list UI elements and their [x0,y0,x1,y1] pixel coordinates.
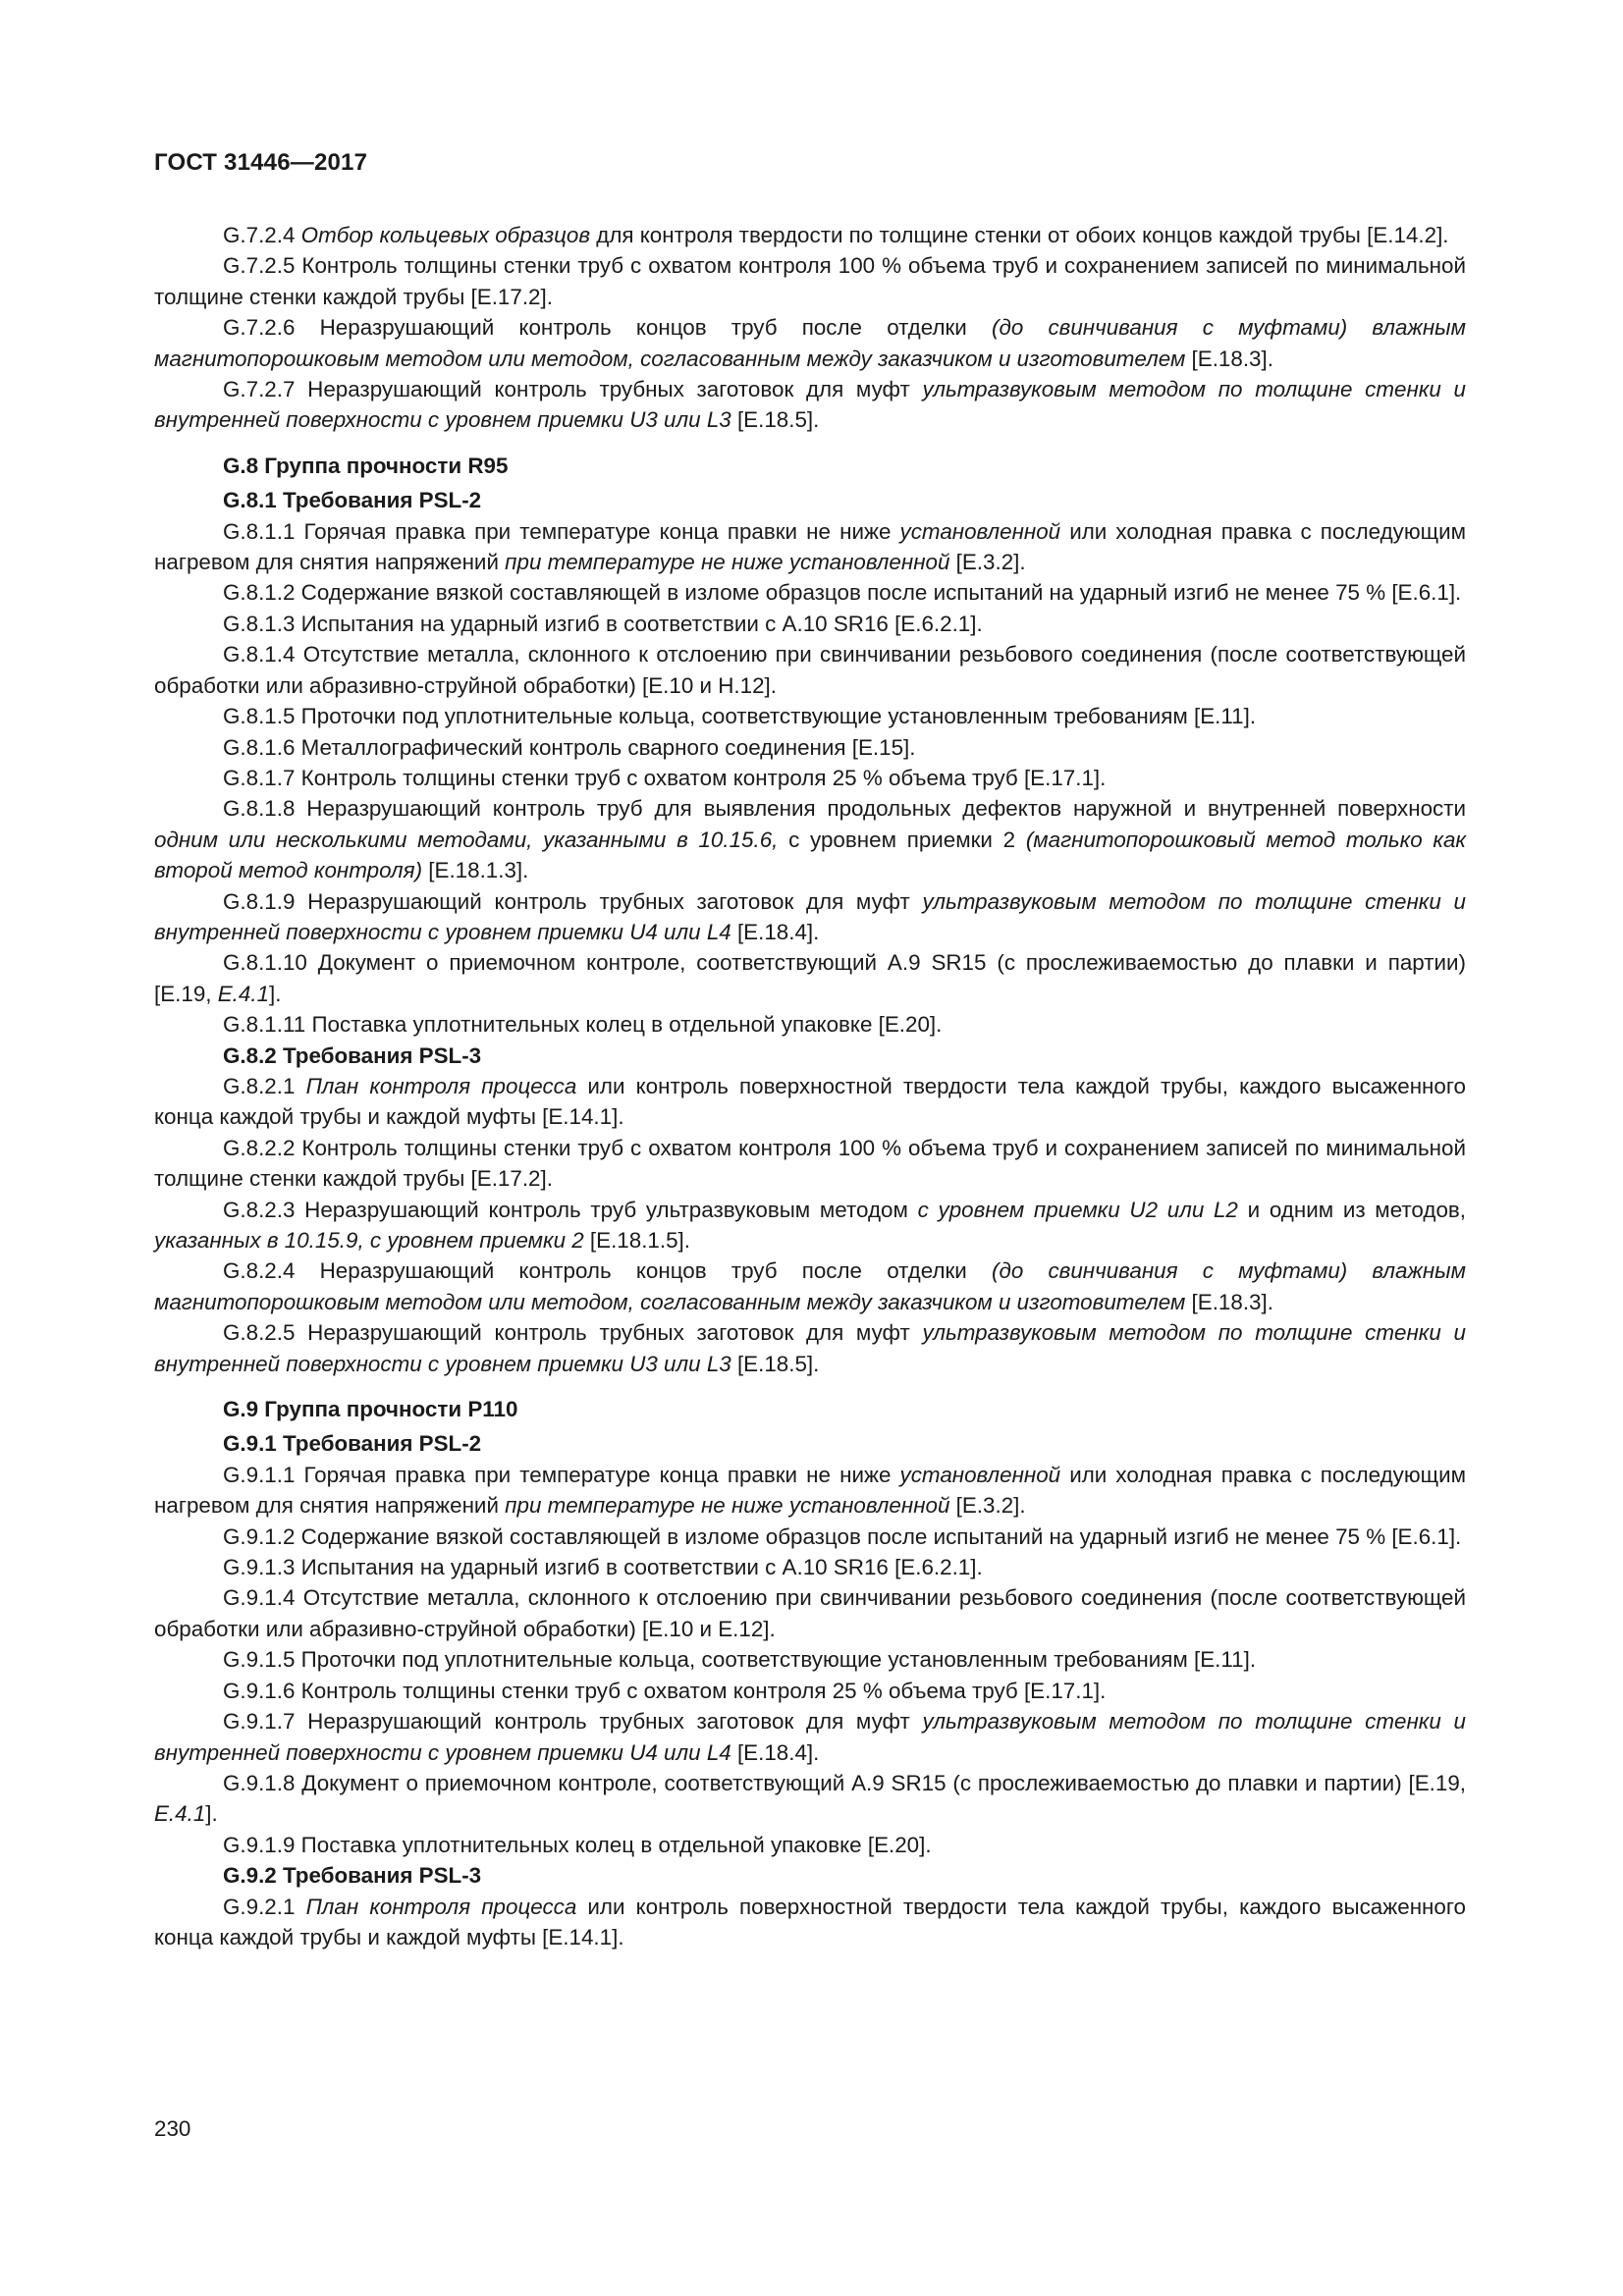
clause-paragraph [154,250,1466,312]
text-run: или контроль поверхностной твердости тела каждой трубы, каждого высаженного конца каждой трубы и каждой муфты [Е.14.1]. [154,1894,1467,1949]
text-run: G.8.1.8 Неразрушающий контроль труб для выявления продольных дефектов наружной и внутренней поверхности [223,796,1466,822]
clause-paragraph [154,1255,1466,1317]
text-run: G.8.2.4 Неразрушающий контроль концов труб после отделки [223,1258,992,1284]
clause-paragraph [154,947,1466,1009]
text-run: G.8.1.4 Отсутствие металла, склонного к отслоению при свинчивании резьбового соединения (после соответствующей обработки или абразивно-струйной обработки) [Е.10 и Н.12]. [154,642,1466,698]
document-body [154,220,1466,1952]
section-heading: G.8.2 Требования PSL-3 [223,1042,482,1068]
clause-paragraph [154,1582,1466,1644]
text-run: [Е.18.3]. [1185,346,1273,371]
clause-paragraph [154,1706,1466,1768]
italic-run: одним или несколькими методами, указанными в 10.15.6, [154,827,779,852]
text-run: G.7.2.4 [223,223,301,247]
text-run: G.9.1.3 Испытания на ударный изгиб в соответствии с А.10 SR16 [Е.6.2.1]. [223,1555,983,1580]
clause-paragraph [154,1552,1466,1582]
page-number: 230 [154,2116,191,2141]
clause-paragraph [154,1195,1466,1256]
clause-paragraph [154,1460,1466,1522]
text-run: G.9.1.4 Отсутствие металла, склонного к отслоению при свинчивании резьбового соединения (после соответствующей обработки или абразивно-струйной обработки) [Е.10 и Е.12]. [154,1585,1466,1641]
text-run: G.8.1.2 Содержание вязкой составляющей в изломе образцов после испытаний на ударный изгиб не менее 75 % [Е.6.1]. [223,580,1462,606]
clause-paragraph [154,1522,1466,1552]
italic-run: (до свинчивания с муфтами) влажным магнитопорошковым методом или методом, согласованным между заказчиком и изготовителем [154,1258,1466,1314]
text-run: G.7.2.7 Неразрушающий контроль трубных заготовок для муфт [223,377,923,402]
text-run: с уровнем приемки 2 [778,827,1026,852]
clause-paragraph [154,220,1466,250]
text-run: [Е.18.1.5]. [583,1228,690,1253]
text-run: [Е.18.4]. [730,919,820,944]
italic-run: при температуре не ниже установленной [505,550,950,575]
text-run: [Е.3.2]. [949,1493,1026,1519]
text-run: G.8.1.11 Поставка уплотнительных колец в отдельной упаковке [Е.20]. [223,1012,943,1038]
clause-paragraph [154,516,1466,578]
document-header: ГОСТ 31446—2017 [154,149,368,176]
italic-run: ультразвуковым методом по толщине стенки и внутренней поверхности с уровнем приемки U4 или L4 [154,1709,1466,1765]
text-run: G.8.1.7 Контроль толщины стенки труб с охватом контроля 25 % объема труб [Е.17.1]. [223,765,1107,790]
clause-paragraph [154,1892,1466,1953]
italic-run: Отбор кольцевых образцов [300,223,591,247]
clause-paragraph [154,1071,1466,1133]
italic-run: (магнитопорошковый метод только как второй метод контроля) [154,827,1466,883]
text-run: G.9.1.8 Документ о приемочном контроле, соответствующий А.9 SR15 (с прослеживаемостью до плавки и партии) [Е.19, [223,1770,1466,1795]
italic-run: ультразвуковым методом по толщине стенки и внутренней поверхности с уровнем приемки U3 или L3 [154,377,1466,433]
clause-paragraph [154,1830,1466,1860]
clause-paragraph [154,1676,1466,1706]
clause-paragraph [154,763,1466,793]
text-run: G.8.2.1 [223,1073,306,1098]
text-run: G.9.1.1 Горячая правка при температуре конца правки не ниже [223,1462,900,1487]
text-run: G.8.1.6 Металлографический контроль сварного соединения [Е.15]. [223,734,916,760]
clause-paragraph [154,639,1466,701]
text-run: G.9.2.1 [223,1894,306,1919]
italic-run: Е.4.1 [154,1801,206,1827]
text-run: [Е.18.1.3]. [422,858,529,883]
text-run: для контроля твердости по толщине стенки от обоих концов каждой трубы [Е.14.2]. [590,223,1449,247]
clause-paragraph [154,1644,1466,1675]
section-heading: G.9 Группа прочности Р110 [223,1397,518,1422]
clause-paragraph [154,374,1466,436]
text-run: G.8.1.10 Документ о приемочном контроле, соответствующий А.9 SR15 (с прослеживаемостью до плавки и партии) [Е.19, [154,950,1466,1006]
text-run: G.8.2.3 Неразрушающий контроль труб ультразвуковым методом [223,1197,918,1222]
clause-paragraph [154,1133,1466,1195]
text-run: [Е.3.2]. [949,550,1026,575]
text-run: G.8.1.9 Неразрушающий контроль трубных заготовок для муфт [223,888,923,914]
text-run: [Е.18.5]. [730,1351,820,1376]
italic-run: при температуре не ниже установленной [505,1493,950,1519]
clause-paragraph [154,732,1466,763]
clause-paragraph [154,793,1466,885]
italic-run: установленной [899,1462,1061,1487]
section-heading: G.8.1 Требования PSL-2 [223,488,482,513]
text-run: ]. [205,1801,218,1827]
section-heading: G.9.2 Требования PSL-3 [223,1863,482,1889]
text-run: G.8.2.2 Контроль толщины стенки труб с охватом контроля 100 % объема труб и сохранением записей по минимальной толщине стенки каждой трубы [Е.17.2]. [154,1135,1466,1192]
italic-run: ультразвуковым методом по толщине стенки и внутренней поверхности с уровнем приемки U4 или L4 [154,888,1466,944]
text-run: G.8.1.3 Испытания на ударный изгиб в соответствии с А.10 SR16 [Е.6.2.1]. [223,611,983,636]
clause-paragraph [154,609,1466,639]
clause-paragraph [154,1009,1466,1040]
italic-run: установленной [899,518,1061,544]
text-run: [Е.18.5]. [730,407,820,433]
clause-paragraph [154,1768,1466,1830]
section-heading: G.9.1 Требования PSL-2 [223,1431,482,1457]
text-run: G.9.1.2 Содержание вязкой составляющей в изломе образцов после испытаний на ударный изгиб не менее 75 % [Е.6.1]. [223,1523,1462,1549]
italic-run: План контроля процесса [305,1894,577,1919]
text-run: или холодная правка с последующим нагревом для снятия напряжений [154,1462,1466,1519]
text-run: G.9.1.5 Проточки под уплотнительные кольца, соответствующие установленным требованиям [Е.11]. [223,1647,1257,1673]
text-run: или контроль поверхностной твердости тела каждой трубы, каждого высаженного конца каждой трубы и каждой муфты [Е.14.1]. [154,1073,1467,1130]
italic-run: указанных в 10.15.9, с уровнем приемки 2 [154,1228,584,1253]
text-run: G.7.2.6 Неразрушающий контроль концов труб после отделки [223,315,992,341]
clause-paragraph [154,312,1466,374]
text-run: G.9.1.9 Поставка уплотнительных колец в отдельной упаковке [Е.20]. [223,1832,932,1857]
italic-run: ультразвуковым методом по толщине стенки и внутренней поверхности с уровнем приемки U3 или L3 [154,1320,1466,1376]
text-run: G.8.1.5 Проточки под уплотнительные кольца, соответствующие установленным требованиям [Е.11]. [223,704,1257,729]
text-run: и одним из методов, [1237,1197,1467,1222]
clause-paragraph [154,701,1466,731]
text-run: [Е.18.3]. [1185,1289,1273,1314]
italic-run: План контроля процесса [305,1073,577,1098]
text-run: G.7.2.5 Контроль толщины стенки труб с охватом контроля 100 % объема труб и сохранением записей по минимальной толщине стенки каждой трубы [Е.17.2]. [154,253,1466,309]
italic-run: с уровнем приемки U2 или L2 [917,1197,1238,1222]
text-run: [Е.18.4]. [730,1739,820,1765]
text-run: ]. [269,981,282,1006]
clause-paragraph [154,577,1466,608]
clause-paragraph [154,886,1466,948]
clause-paragraph [154,1317,1466,1379]
text-run: G.8.1.1 Горячая правка при температуре конца правки не ниже [223,518,900,544]
text-run: G.8.2.5 Неразрушающий контроль трубных заготовок для муфт [223,1320,923,1346]
section-heading: G.8 Группа прочности R95 [223,453,509,478]
text-run: или холодная правка с последующим нагревом для снятия напряжений [154,518,1466,575]
italic-run: Е.4.1 [217,981,270,1006]
text-run: G.9.1.7 Неразрушающий контроль трубных заготовок для муфт [223,1709,923,1735]
italic-run: (до свинчивания с муфтами) влажным магнитопорошковым методом или методом, согласованным между заказчиком и изготовителем [154,315,1466,371]
text-run: G.9.1.6 Контроль толщины стенки труб с охватом контроля 25 % объема труб [Е.17.1]. [223,1678,1107,1703]
